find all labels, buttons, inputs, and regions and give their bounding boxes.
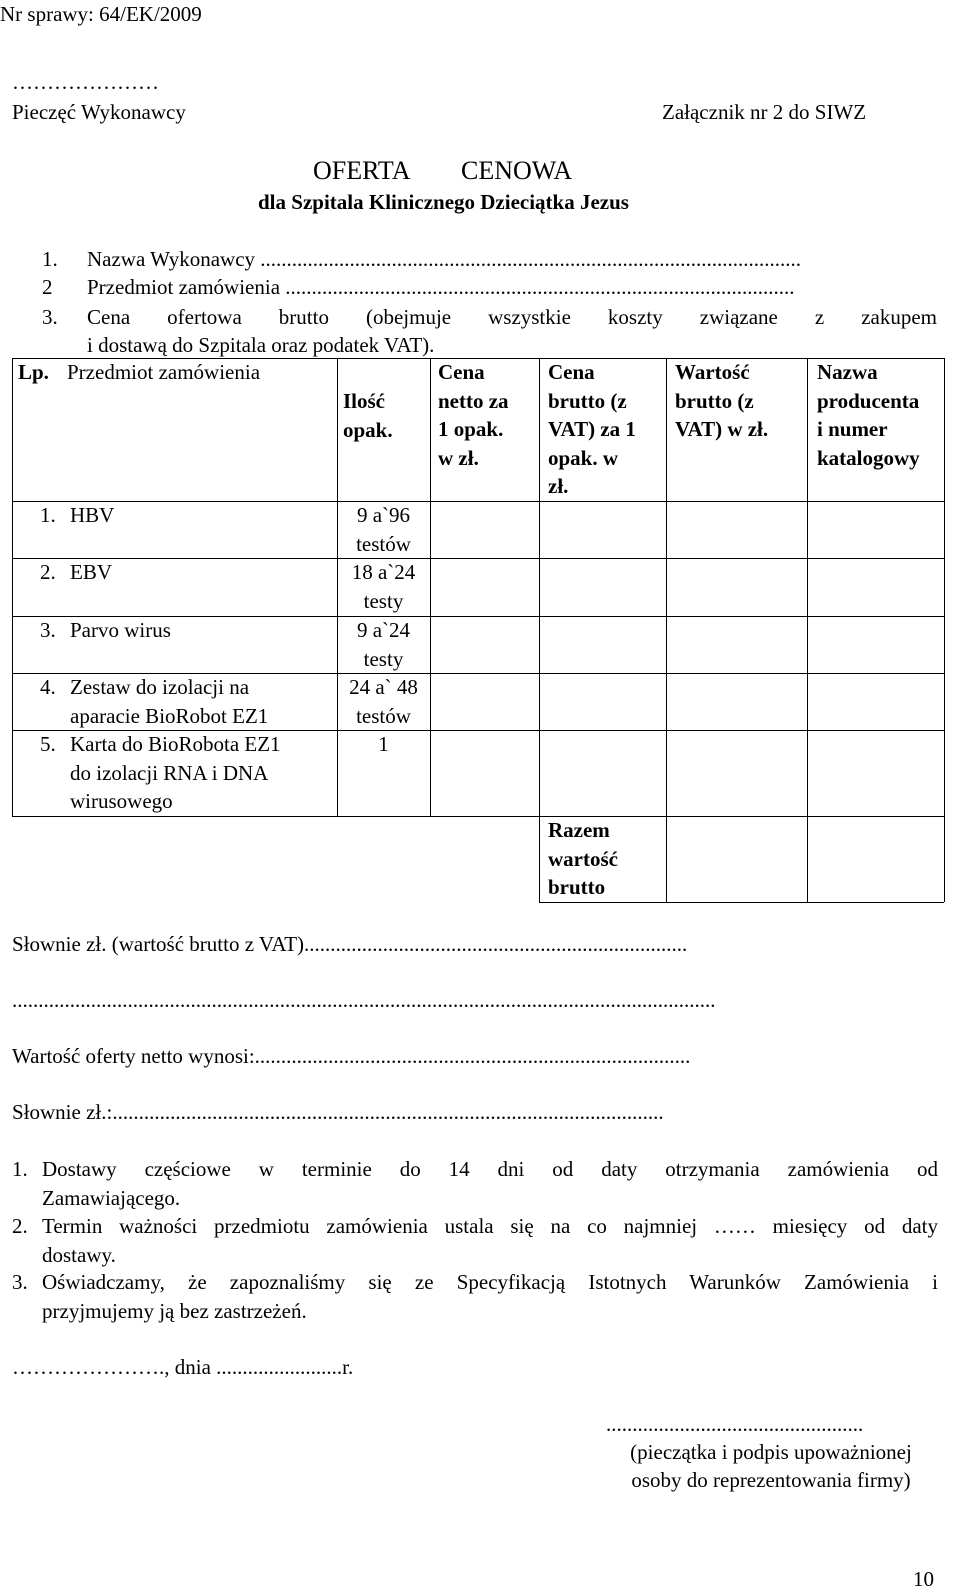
signature-caption-line1: (pieczątka i podpis upoważnionej [630,1440,912,1464]
title-subtitle: dla Szpitala Klinicznego Dzieciątka Jezus [258,190,629,214]
row-item-name: Karta do BioRobota EZ1 do izolacji RNA i DNA wirusowego [70,732,281,813]
signature-dots: ................................................. [606,1412,864,1436]
term-text-line2: dostawy. [42,1243,116,1267]
row-item-name: HBV [70,503,115,527]
row-number: 2. [40,560,56,584]
attachment-label: Załącznik nr 2 do SIWZ [662,100,867,124]
stamp-dots: ………………… [12,70,159,94]
signature-caption-line2: osoby do reprezentowania firmy) [631,1468,911,1492]
term-number: 1. [12,1157,28,1181]
term-number: 2. [12,1214,28,1238]
row-number: 4. [40,675,56,699]
intro-item1-num: 1. [42,247,58,271]
header-gross-value: Wartość brutto (z VAT) w zł. [675,360,769,441]
header-lp: Lp. [18,360,49,384]
term-text-line1: Oświadczamy, że zapoznaliśmy się ze Specyfikacją Istotnych Warunków Zamówienia i [42,1270,938,1294]
row-number: 3. [40,618,56,642]
net-value-in-words: Słownie zł.:......................................................................................................... [12,1100,664,1124]
intro-item3-line2: i dostawą do Szpitala oraz podatek VAT). [87,333,435,357]
header-gross-price: Cena brutto (z VAT) za 1 opak. w zł. [548,360,636,498]
order-subject-field: Przedmiot zamówienia ................................................................................................. [87,275,795,299]
row-quantity: 24 a` 48 testów [349,675,418,728]
total-gross-label: Razem wartość brutto [548,818,618,899]
header-producer: Nazwa producenta i numer katalogowy [817,360,920,470]
title-word-oferta: OFERTA [313,156,411,185]
title-word-cenowa: CENOWA [461,156,573,185]
term-text-line2: Zamawiającego. [42,1186,181,1210]
contractor-name-field: Nazwa Wykonawcy ....................................................................................................... [87,247,802,271]
row-item-name: EBV [70,560,112,584]
row-quantity: 1 [378,732,389,756]
row-item-name: Zestaw do izolacji na aparacie BioRobot EZ1 [70,675,269,728]
row-quantity: 9 a`96 testów [356,503,411,556]
row-quantity: 9 a`24 testy [356,618,411,671]
row-quantity: 18 a`24 testy [351,560,416,613]
page-number: 10 [913,1567,934,1591]
intro-item2-num: 2 [42,275,53,299]
net-offer-value: Wartość oferty netto wynosi:................................................................................... [12,1044,691,1068]
gross-value-in-words-continued: ...................................................................................................................................... [12,988,716,1012]
term-number: 3. [12,1270,28,1294]
term-text-line1: Dostawy częściowe w terminie do 14 dni od daty otrzymania zamówienia od [42,1157,938,1181]
header-subject: Przedmiot zamówienia [67,360,261,384]
intro-item3-num: 3. [42,305,58,329]
header-net-price: Cena netto za 1 opak. w zł. [438,360,509,470]
place-date-field: …………………., dnia ........................r. [12,1355,354,1379]
header-qty: Ilość opak. [343,389,393,442]
case-number: Nr sprawy: 64/EK/2009 [0,2,202,26]
term-text-line1: Termin ważności przedmiotu zamówienia ustala się na co najmniej …… miesięcy od daty [42,1214,938,1238]
intro-item3-line1: Cena ofertowa brutto (obejmuje wszystkie koszty związane z zakupem [87,305,937,329]
stamp-label: Pieczęć Wykonawcy [12,100,186,124]
row-item-name: Parvo wirus [70,618,171,642]
row-number: 5. [40,732,56,756]
row-number: 1. [40,503,56,527]
term-text-line2: przyjmujemy ją bez zastrzeżeń. [42,1299,307,1323]
gross-value-in-words: Słownie zł. (wartość brutto z VAT)......................................................................... [12,932,688,956]
